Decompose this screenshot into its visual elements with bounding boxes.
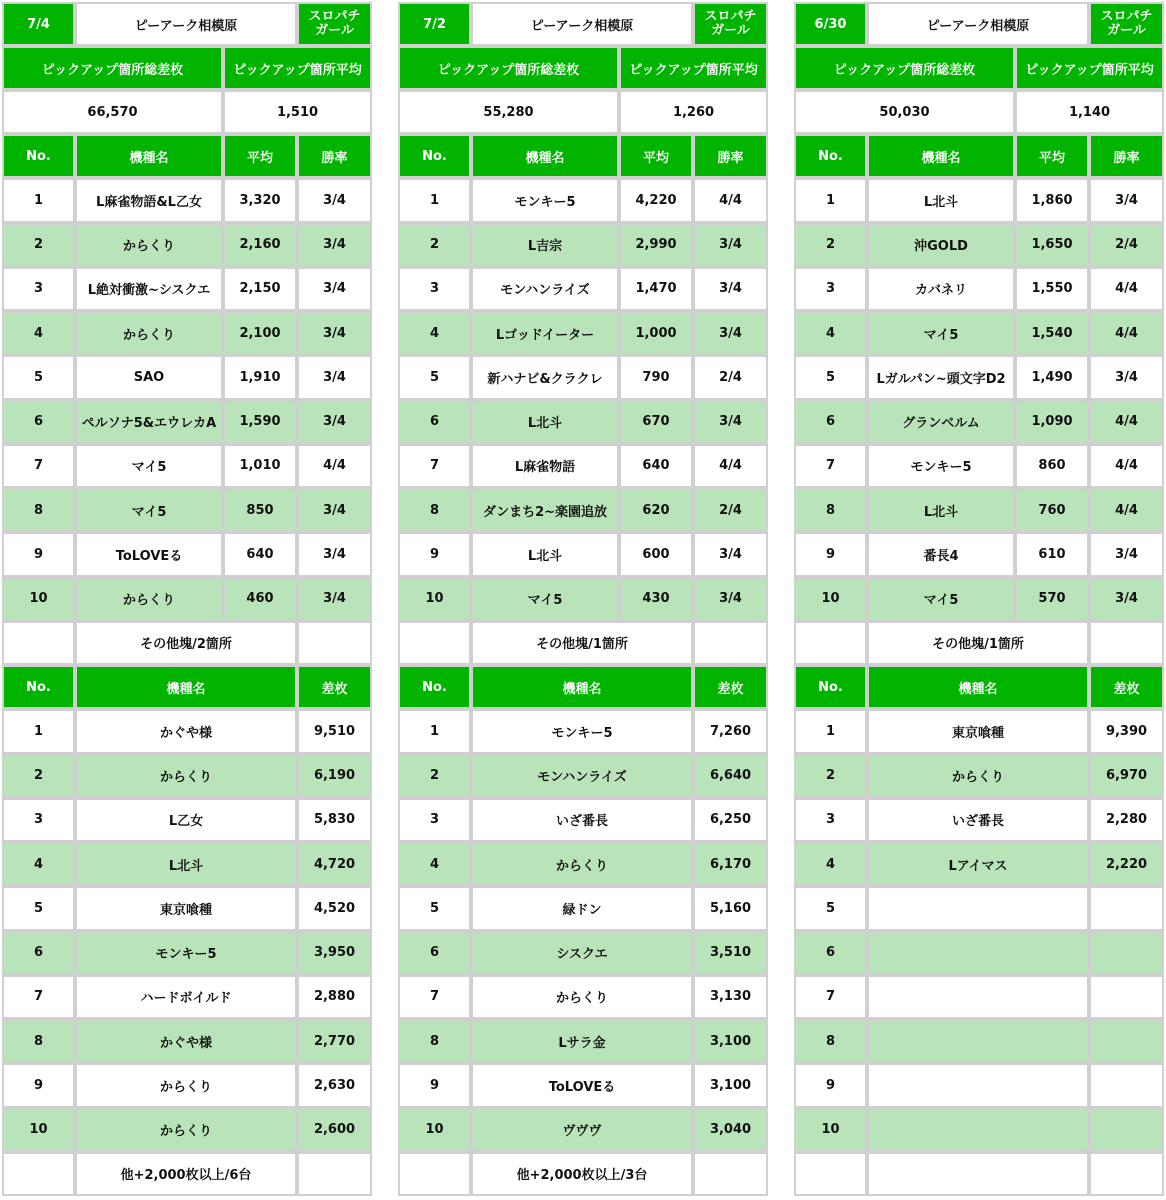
pickup-average-value: 4,220 <box>619 178 693 222</box>
summary-header-total: ピックアップ箇所総差枚 <box>2 46 223 90</box>
pickup-note-blank <box>398 621 471 665</box>
top-row-number: 4 <box>2 842 75 886</box>
pickup-model-name: L北斗 <box>471 400 619 444</box>
top-diff-value: 2,600 <box>297 1108 372 1152</box>
top-diff-value <box>1089 1108 1164 1152</box>
top-note-blank <box>398 1152 471 1196</box>
top-row-number: 5 <box>398 886 471 930</box>
pickup-note-blank <box>794 621 867 665</box>
top-diff-value: 9,510 <box>297 709 372 753</box>
top-row-number: 8 <box>2 1019 75 1063</box>
pickup-model-name: からくり <box>75 223 223 267</box>
top-diff-value: 2,280 <box>1089 798 1164 842</box>
top-diff-value: 6,170 <box>693 842 768 886</box>
top-diff-value: 6,190 <box>297 754 372 798</box>
summary-header-average: ピックアップ箇所平均 <box>619 46 768 90</box>
pickup-win-rate: 4/4 <box>1089 400 1164 444</box>
pickup-average-value: 620 <box>619 488 693 532</box>
top-row-number: 3 <box>2 798 75 842</box>
brand-label: スロパチ ガール <box>693 2 768 46</box>
pickup-row-number: 7 <box>794 444 867 488</box>
pickup-row-number: 5 <box>2 355 75 399</box>
top-header-diff: 差枚 <box>693 665 768 709</box>
top-model-name: L北斗 <box>75 842 297 886</box>
top-model-name: からくり <box>867 754 1089 798</box>
top-row-number: 4 <box>794 842 867 886</box>
pickup-row-number: 2 <box>398 223 471 267</box>
pickup-average-value: 760 <box>1015 488 1089 532</box>
pickup-win-rate: 3/4 <box>1089 532 1164 576</box>
top-diff-value: 3,040 <box>693 1108 768 1152</box>
pickup-win-rate: 3/4 <box>693 267 768 311</box>
top-model-name: いざ番長 <box>471 798 693 842</box>
pickup-win-rate: 3/4 <box>297 577 372 621</box>
pickup-average-value: 640 <box>619 444 693 488</box>
pickup-row-number: 6 <box>794 400 867 444</box>
pickup-row-number: 1 <box>794 178 867 222</box>
top-model-name: からくり <box>75 1063 297 1107</box>
top-diff-value <box>1089 1063 1164 1107</box>
top-model-name: からくり <box>471 975 693 1019</box>
pickup-model-name: からくり <box>75 577 223 621</box>
pickup-average-value: 1,470 <box>619 267 693 311</box>
pickup-average-value: 1,540 <box>1015 311 1089 355</box>
top-diff-value: 9,390 <box>1089 709 1164 753</box>
top-diff-value: 3,510 <box>693 931 768 975</box>
pickup-average-value: 670 <box>619 400 693 444</box>
pickup-win-rate: 4/4 <box>1089 311 1164 355</box>
pickup-model-name: L北斗 <box>471 532 619 576</box>
pickup-win-rate: 3/4 <box>297 355 372 399</box>
pickup-average-value: 1,010 <box>223 444 297 488</box>
pickup-model-name: モンハンライズ <box>471 267 619 311</box>
pickup-model-name: Lガルパン~頭文字D2 <box>867 355 1015 399</box>
top-row-number: 10 <box>398 1108 471 1152</box>
pickup-average-value: 2,100 <box>223 311 297 355</box>
pickup-win-rate: 3/4 <box>693 223 768 267</box>
top-note-blank <box>2 1152 75 1196</box>
pickup-row-number: 9 <box>398 532 471 576</box>
pickup-win-rate: 3/4 <box>297 267 372 311</box>
pickup-average-value: 860 <box>1015 444 1089 488</box>
date-cell: 7/4 <box>2 2 75 46</box>
pickup-row-number: 5 <box>794 355 867 399</box>
top-diff-value <box>1089 886 1164 930</box>
top-diff-value: 6,250 <box>693 798 768 842</box>
pickup-model-name: L北斗 <box>867 178 1015 222</box>
top-model-name: ToLOVEる <box>471 1063 693 1107</box>
top-model-name: モンキー5 <box>471 709 693 753</box>
top-row-number: 10 <box>794 1108 867 1152</box>
top-row-number: 10 <box>2 1108 75 1152</box>
top-diff-value <box>1089 975 1164 1019</box>
pickup-row-number: 8 <box>2 488 75 532</box>
pickup-row-number: 8 <box>398 488 471 532</box>
pickup-note: その他塊/1箇所 <box>867 621 1089 665</box>
summary-header-average: ピックアップ箇所平均 <box>223 46 372 90</box>
pickup-win-rate: 4/4 <box>297 444 372 488</box>
pickup-average-value: 600 <box>619 532 693 576</box>
pickup-average-value: 1,090 <box>1015 400 1089 444</box>
pickup-note-blank <box>297 621 372 665</box>
top-diff-value: 2,630 <box>297 1063 372 1107</box>
top-model-name <box>867 1019 1089 1063</box>
top-header-model: 機種名 <box>867 665 1089 709</box>
pickup-win-rate: 3/4 <box>1089 577 1164 621</box>
pickup-win-rate: 4/4 <box>1089 444 1164 488</box>
top-header-model: 機種名 <box>75 665 297 709</box>
pickup-win-rate: 2/4 <box>693 355 768 399</box>
pickup-win-rate: 3/4 <box>297 532 372 576</box>
store-name: ピーアーク相模原 <box>75 2 297 46</box>
top-row-number: 7 <box>794 975 867 1019</box>
pickup-header-average: 平均 <box>619 134 693 178</box>
top-row-number: 5 <box>2 886 75 930</box>
top-note: 他+2,000枚以上/6台 <box>75 1152 297 1196</box>
pickup-row-number: 10 <box>2 577 75 621</box>
pickup-win-rate: 2/4 <box>1089 223 1164 267</box>
pickup-row-number: 2 <box>794 223 867 267</box>
top-header-model: 機種名 <box>471 665 693 709</box>
pickup-model-name: L絶対衝激~シスクエ <box>75 267 223 311</box>
top-diff-value: 2,220 <box>1089 842 1164 886</box>
top-row-number: 3 <box>794 798 867 842</box>
top-diff-value: 5,160 <box>693 886 768 930</box>
top-note <box>867 1152 1089 1196</box>
pickup-model-name: ダンまち2~楽園追放 <box>471 488 619 532</box>
pickup-win-rate: 4/4 <box>693 444 768 488</box>
pickup-average-value: 1,860 <box>1015 178 1089 222</box>
top-model-name <box>867 1108 1089 1152</box>
pickup-win-rate: 4/4 <box>693 178 768 222</box>
pickup-row-number: 2 <box>2 223 75 267</box>
pickup-row-number: 1 <box>2 178 75 222</box>
pickup-model-name: Lゴッドイーター <box>471 311 619 355</box>
pickup-average-value: 1,650 <box>1015 223 1089 267</box>
pickup-header-no: No. <box>794 134 867 178</box>
pickup-model-name: マイ5 <box>75 488 223 532</box>
day-panel-2 <box>396 0 770 1200</box>
top-header-diff: 差枚 <box>297 665 372 709</box>
top-model-name <box>867 1063 1089 1107</box>
pickup-note: その他塊/1箇所 <box>471 621 693 665</box>
top-note-blank <box>693 1152 768 1196</box>
pickup-model-name: 番長4 <box>867 532 1015 576</box>
pickup-average-value: 460 <box>223 577 297 621</box>
summary-header-total: ピックアップ箇所総差枚 <box>794 46 1015 90</box>
pickup-model-name: SAO <box>75 355 223 399</box>
pickup-win-rate: 2/4 <box>693 488 768 532</box>
pickup-row-number: 6 <box>398 400 471 444</box>
top-diff-value: 6,970 <box>1089 754 1164 798</box>
top-diff-value: 2,770 <box>297 1019 372 1063</box>
pickup-note-blank <box>2 621 75 665</box>
pickup-model-name: L麻雀物語 <box>471 444 619 488</box>
pickup-row-number: 9 <box>2 532 75 576</box>
pickup-header-no: No. <box>2 134 75 178</box>
top-model-name: からくり <box>471 842 693 886</box>
top-model-name: いざ番長 <box>867 798 1089 842</box>
pickup-model-name: L北斗 <box>867 488 1015 532</box>
date-cell: 6/30 <box>794 2 867 46</box>
top-row-number: 2 <box>2 754 75 798</box>
summary-total-value: 50,030 <box>794 90 1015 134</box>
top-note-blank <box>297 1152 372 1196</box>
pickup-win-rate: 3/4 <box>297 311 372 355</box>
top-model-name <box>867 886 1089 930</box>
top-model-name: ヴヴヴ <box>471 1108 693 1152</box>
top-diff-value: 4,720 <box>297 842 372 886</box>
pickup-model-name: からくり <box>75 311 223 355</box>
pickup-average-value: 570 <box>1015 577 1089 621</box>
top-diff-value: 3,100 <box>693 1063 768 1107</box>
pickup-win-rate: 3/4 <box>693 577 768 621</box>
pickup-model-name: マイ5 <box>471 577 619 621</box>
pickup-header-average: 平均 <box>1015 134 1089 178</box>
pickup-row-number: 10 <box>398 577 471 621</box>
pickup-header-winrate: 勝率 <box>693 134 768 178</box>
top-row-number: 6 <box>794 931 867 975</box>
top-note-blank <box>794 1152 867 1196</box>
top-row-number: 1 <box>398 709 471 753</box>
top-model-name: からくり <box>75 1108 297 1152</box>
brand-label: スロパチ ガール <box>1089 2 1164 46</box>
top-diff-value: 6,640 <box>693 754 768 798</box>
pickup-average-value: 430 <box>619 577 693 621</box>
pickup-header-model: 機種名 <box>471 134 619 178</box>
pickup-win-rate: 4/4 <box>1089 267 1164 311</box>
pickup-row-number: 10 <box>794 577 867 621</box>
top-row-number: 6 <box>398 931 471 975</box>
pickup-model-name: L吉宗 <box>471 223 619 267</box>
pickup-header-no: No. <box>398 134 471 178</box>
pickup-row-number: 7 <box>2 444 75 488</box>
top-diff-value: 5,830 <box>297 798 372 842</box>
pickup-note-blank <box>1089 621 1164 665</box>
pickup-win-rate: 3/4 <box>693 400 768 444</box>
top-row-number: 5 <box>794 886 867 930</box>
brand-label: スロパチ ガール <box>297 2 372 46</box>
pickup-model-name: ペルソナ5&エウレカA <box>75 400 223 444</box>
pickup-average-value: 610 <box>1015 532 1089 576</box>
top-row-number: 2 <box>398 754 471 798</box>
top-model-name: Lサラ金 <box>471 1019 693 1063</box>
summary-total-value: 55,280 <box>398 90 619 134</box>
top-model-name: かぐや様 <box>75 709 297 753</box>
top-note-blank <box>1089 1152 1164 1196</box>
store-name: ピーアーク相模原 <box>867 2 1089 46</box>
pickup-header-winrate: 勝率 <box>1089 134 1164 178</box>
top-row-number: 9 <box>2 1063 75 1107</box>
pickup-row-number: 6 <box>2 400 75 444</box>
top-model-name: 東京喰種 <box>867 709 1089 753</box>
pickup-model-name: L麻雀物語&L乙女 <box>75 178 223 222</box>
top-row-number: 8 <box>398 1019 471 1063</box>
pickup-win-rate: 4/4 <box>1089 488 1164 532</box>
pickup-row-number: 8 <box>794 488 867 532</box>
pickup-model-name: グランベルム <box>867 400 1015 444</box>
top-diff-value: 7,260 <box>693 709 768 753</box>
top-model-name: シスクエ <box>471 931 693 975</box>
pickup-header-winrate: 勝率 <box>297 134 372 178</box>
pickup-row-number: 4 <box>398 311 471 355</box>
top-model-name: 緑ドン <box>471 886 693 930</box>
pickup-average-value: 1,000 <box>619 311 693 355</box>
summary-header-total: ピックアップ箇所総差枚 <box>398 46 619 90</box>
day-panel-3 <box>792 0 1166 1200</box>
pickup-row-number: 3 <box>398 267 471 311</box>
top-diff-value: 3,950 <box>297 931 372 975</box>
top-row-number: 8 <box>794 1019 867 1063</box>
top-header-no: No. <box>794 665 867 709</box>
date-cell: 7/2 <box>398 2 471 46</box>
pickup-average-value: 850 <box>223 488 297 532</box>
pickup-average-value: 1,550 <box>1015 267 1089 311</box>
pickup-header-model: 機種名 <box>75 134 223 178</box>
pickup-win-rate: 3/4 <box>1089 355 1164 399</box>
day-panel-1 <box>0 0 374 1200</box>
top-diff-value: 4,520 <box>297 886 372 930</box>
pickup-average-value: 2,990 <box>619 223 693 267</box>
pickup-average-value: 1,490 <box>1015 355 1089 399</box>
top-diff-value: 2,880 <box>297 975 372 1019</box>
top-model-name: モンキー5 <box>75 931 297 975</box>
top-model-name: かぐや様 <box>75 1019 297 1063</box>
pickup-model-name: ToLOVEる <box>75 532 223 576</box>
top-model-name: 東京喰種 <box>75 886 297 930</box>
pickup-average-value: 3,320 <box>223 178 297 222</box>
pickup-win-rate: 3/4 <box>693 532 768 576</box>
pickup-model-name: モンキー5 <box>867 444 1015 488</box>
summary-average-value: 1,510 <box>223 90 372 134</box>
store-name: ピーアーク相模原 <box>471 2 693 46</box>
top-model-name: モンハンライズ <box>471 754 693 798</box>
top-diff-value: 3,130 <box>693 975 768 1019</box>
top-model-name: からくり <box>75 754 297 798</box>
summary-average-value: 1,140 <box>1015 90 1164 134</box>
pickup-win-rate: 3/4 <box>297 400 372 444</box>
pickup-model-name: マイ5 <box>867 577 1015 621</box>
top-row-number: 7 <box>2 975 75 1019</box>
pickup-model-name: 新ハナビ&クラクレ <box>471 355 619 399</box>
pickup-win-rate: 3/4 <box>297 488 372 532</box>
pickup-row-number: 9 <box>794 532 867 576</box>
top-row-number: 6 <box>2 931 75 975</box>
pickup-row-number: 7 <box>398 444 471 488</box>
top-row-number: 7 <box>398 975 471 1019</box>
pickup-average-value: 640 <box>223 532 297 576</box>
top-row-number: 2 <box>794 754 867 798</box>
pickup-model-name: モンキー5 <box>471 178 619 222</box>
top-header-diff: 差枚 <box>1089 665 1164 709</box>
pickup-average-value: 1,590 <box>223 400 297 444</box>
pickup-model-name: 沖GOLD <box>867 223 1015 267</box>
top-diff-value: 3,100 <box>693 1019 768 1063</box>
pickup-win-rate: 3/4 <box>693 311 768 355</box>
top-model-name: ハードボイルド <box>75 975 297 1019</box>
pickup-average-value: 790 <box>619 355 693 399</box>
summary-average-value: 1,260 <box>619 90 768 134</box>
top-header-no: No. <box>2 665 75 709</box>
top-model-name <box>867 975 1089 1019</box>
pickup-model-name: マイ5 <box>75 444 223 488</box>
top-row-number: 9 <box>794 1063 867 1107</box>
pickup-win-rate: 3/4 <box>297 223 372 267</box>
pickup-note-blank <box>693 621 768 665</box>
pickup-model-name: カバネリ <box>867 267 1015 311</box>
pickup-model-name: マイ5 <box>867 311 1015 355</box>
top-row-number: 4 <box>398 842 471 886</box>
top-row-number: 1 <box>794 709 867 753</box>
pickup-row-number: 4 <box>794 311 867 355</box>
pickup-win-rate: 3/4 <box>297 178 372 222</box>
pickup-header-model: 機種名 <box>867 134 1015 178</box>
pickup-note: その他塊/2箇所 <box>75 621 297 665</box>
top-header-no: No. <box>398 665 471 709</box>
top-model-name: L乙女 <box>75 798 297 842</box>
pickup-average-value: 2,160 <box>223 223 297 267</box>
top-model-name: Lアイマス <box>867 842 1089 886</box>
pickup-row-number: 3 <box>794 267 867 311</box>
top-note: 他+2,000枚以上/3台 <box>471 1152 693 1196</box>
top-row-number: 3 <box>398 798 471 842</box>
top-row-number: 1 <box>2 709 75 753</box>
pickup-header-average: 平均 <box>223 134 297 178</box>
pickup-row-number: 1 <box>398 178 471 222</box>
pickup-win-rate: 3/4 <box>1089 178 1164 222</box>
top-row-number: 9 <box>398 1063 471 1107</box>
top-diff-value <box>1089 931 1164 975</box>
pickup-average-value: 2,150 <box>223 267 297 311</box>
pickup-row-number: 3 <box>2 267 75 311</box>
summary-header-average: ピックアップ箇所平均 <box>1015 46 1164 90</box>
pickup-row-number: 4 <box>2 311 75 355</box>
top-model-name <box>867 931 1089 975</box>
top-diff-value <box>1089 1019 1164 1063</box>
pickup-row-number: 5 <box>398 355 471 399</box>
summary-total-value: 66,570 <box>2 90 223 134</box>
pickup-average-value: 1,910 <box>223 355 297 399</box>
